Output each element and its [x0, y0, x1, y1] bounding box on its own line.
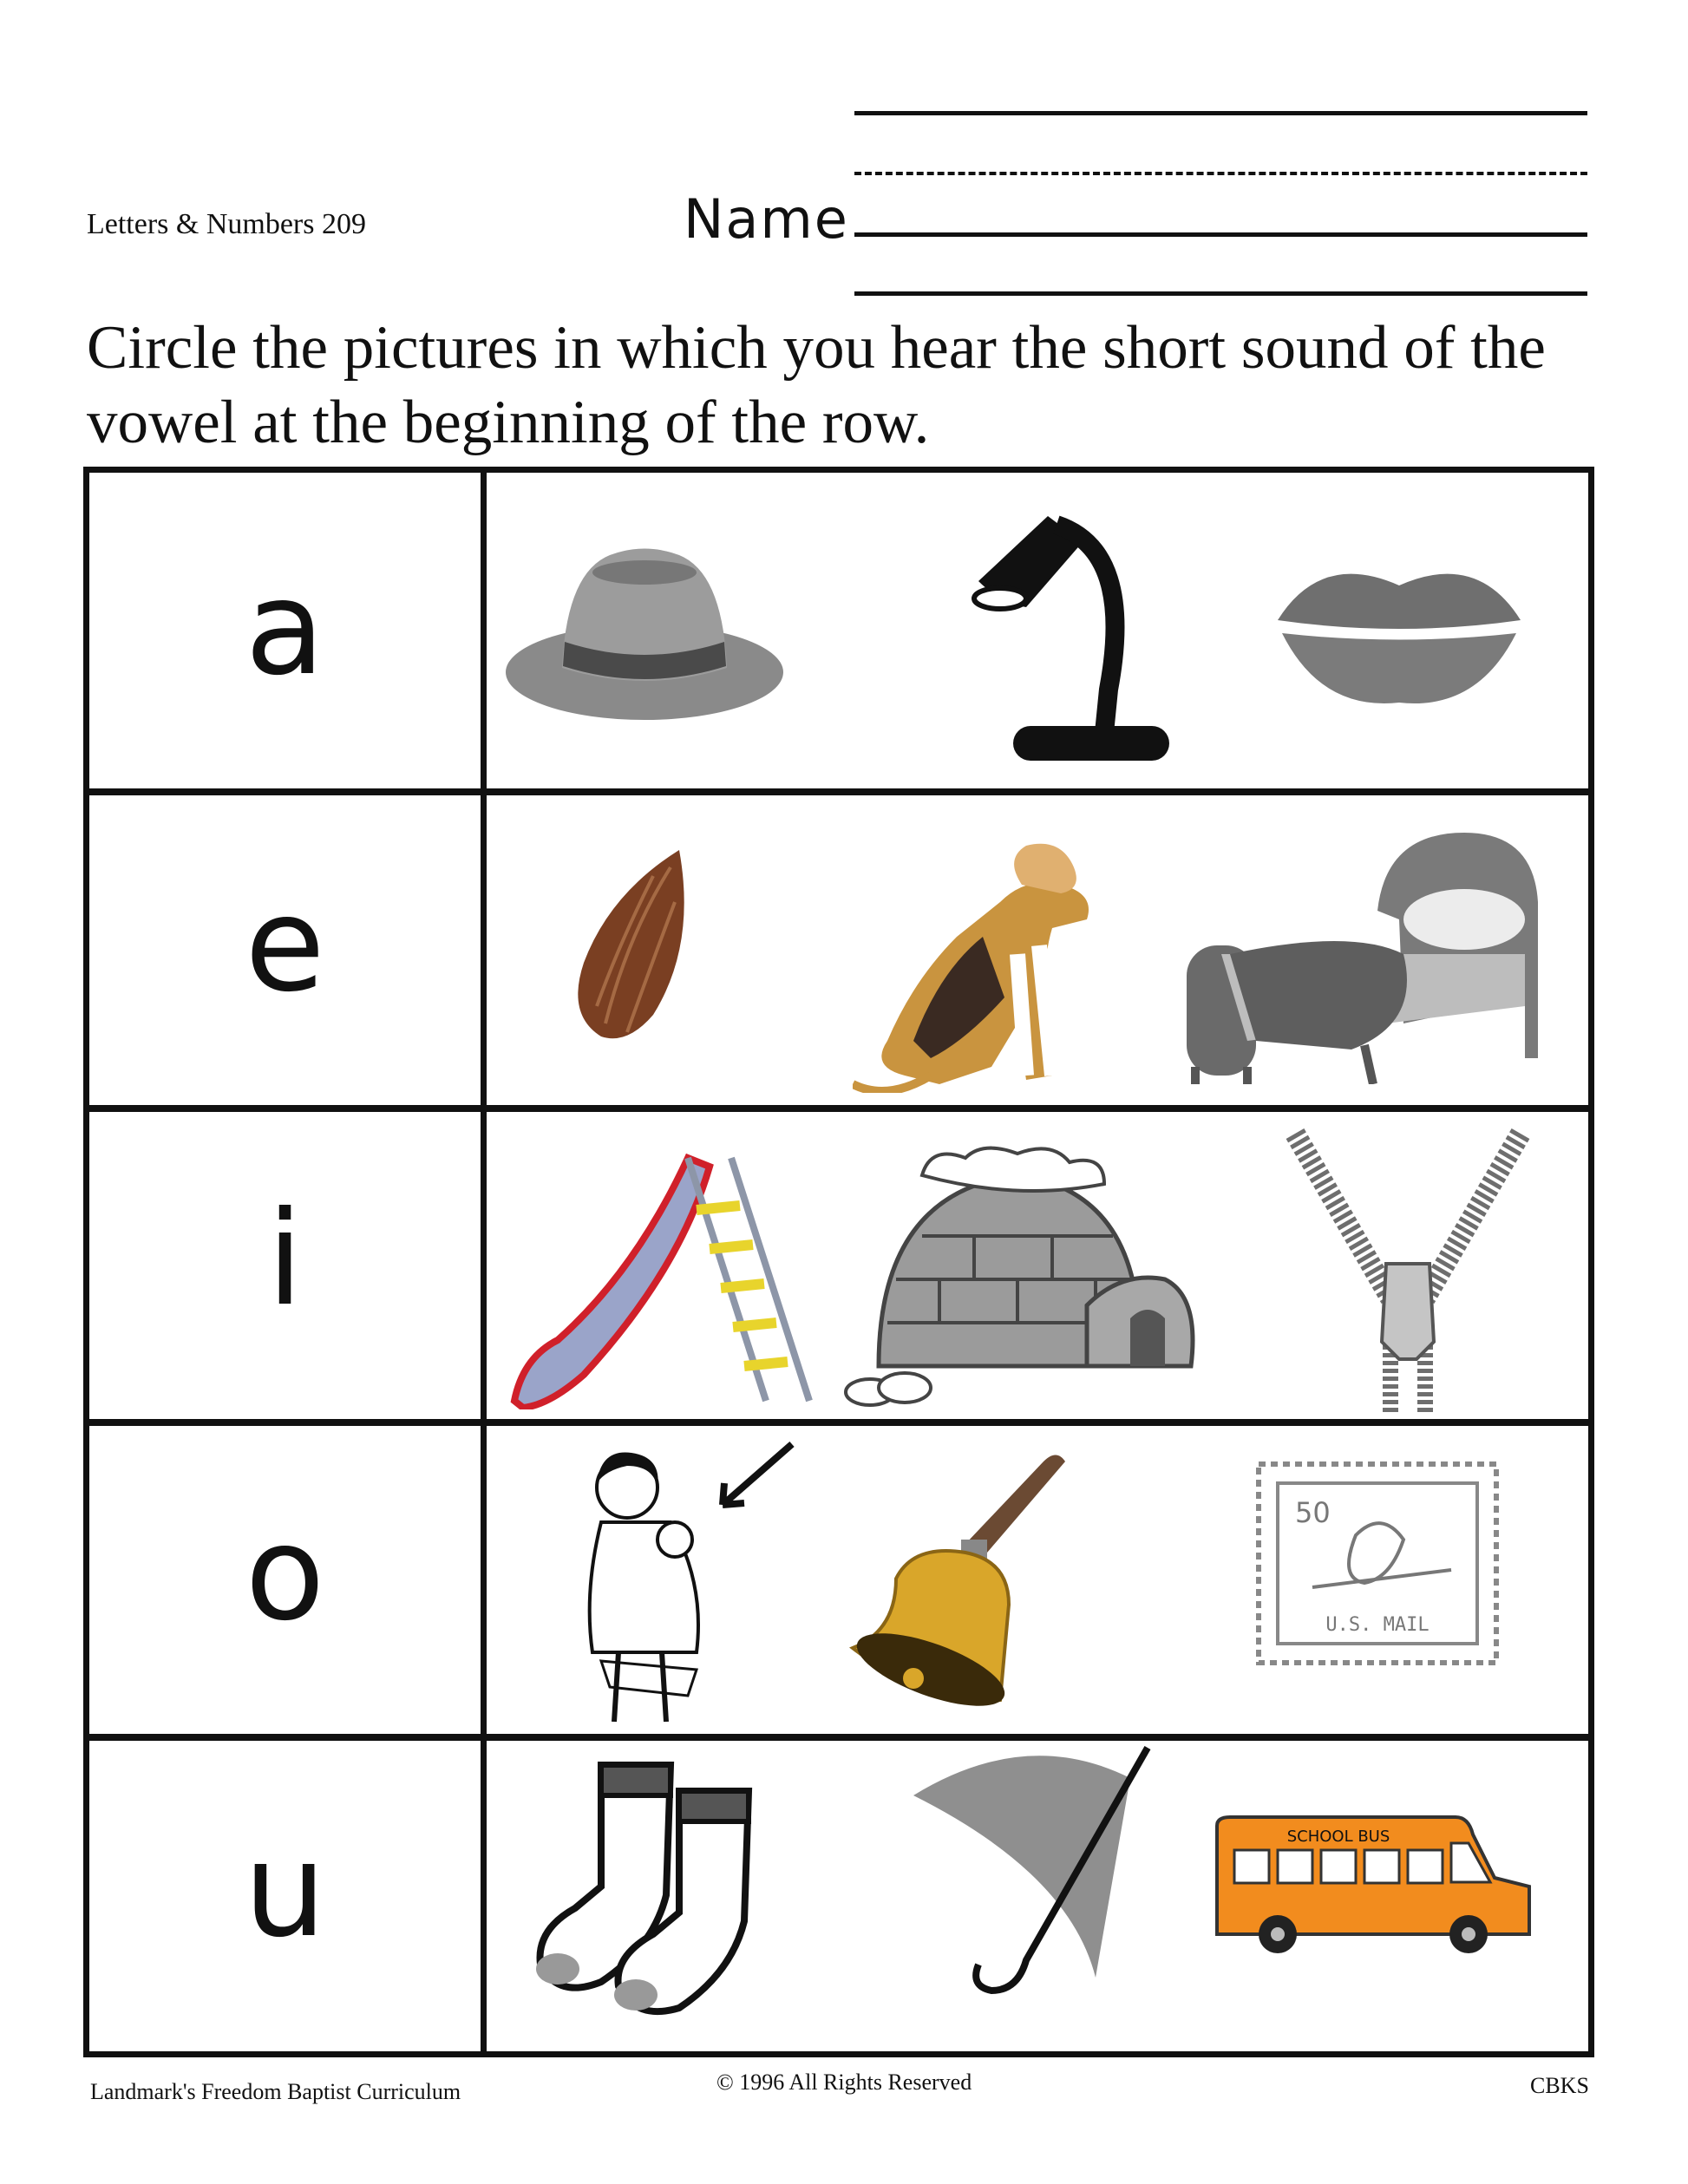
footer-copyright: © 1996 All Rights Reserved — [716, 2070, 972, 2095]
vowel-letter-o: o — [245, 1499, 325, 1650]
vowel-letter-a: a — [245, 553, 325, 704]
girl-with-doll-icon[interactable] — [566, 1435, 809, 1730]
course-label: Letters & Numbers 209 — [87, 208, 366, 240]
igloo-icon[interactable] — [844, 1141, 1226, 1409]
stamp-caption: U.S. MAIL — [1325, 1614, 1430, 1636]
zipper-icon[interactable] — [1278, 1125, 1538, 1420]
socks-icon[interactable] — [523, 1756, 809, 2017]
dog-icon[interactable] — [853, 824, 1104, 1093]
handwriting-mid-dashed-line — [854, 172, 1587, 175]
instructions: Circle the pictures in which you hear the short sound of the vowel at the beginning of the row. — [87, 314, 1546, 456]
umbrella-icon[interactable] — [896, 1743, 1156, 2021]
slide-icon[interactable] — [506, 1141, 818, 1409]
name-label: Name — [684, 187, 849, 251]
grid-row-divider — [89, 788, 1588, 795]
lamp-icon[interactable] — [952, 499, 1169, 768]
handwriting-bottom-line — [854, 291, 1587, 296]
bus-icon[interactable] — [1208, 1808, 1538, 1956]
vowel-grid — [83, 467, 1594, 2057]
lips-icon[interactable] — [1269, 542, 1529, 716]
bed-icon[interactable] — [1178, 824, 1547, 1084]
footer-curriculum: Landmark's Freedom Baptist Curriculum — [90, 2079, 461, 2104]
grid-row-divider — [89, 1734, 1588, 1741]
footer-code: CBKS — [1530, 2073, 1589, 2098]
stamp-icon[interactable] — [1252, 1457, 1503, 1670]
vowel-letter-i: i — [266, 1184, 304, 1335]
grid-row-divider — [89, 1419, 1588, 1426]
almond-icon[interactable] — [566, 841, 697, 1049]
bell-icon[interactable] — [844, 1448, 1070, 1709]
bus-caption: SCHOOL BUS — [1286, 1828, 1390, 1846]
grid-row-divider — [89, 1105, 1588, 1112]
vowel-letter-u: u — [243, 1815, 327, 1966]
name-writing-line[interactable] — [854, 232, 1587, 237]
grid-column-divider — [481, 473, 487, 2051]
hat-icon[interactable] — [497, 520, 792, 737]
stamp-value: 50 — [1295, 1496, 1331, 1529]
vowel-letter-e: e — [245, 870, 325, 1021]
handwriting-top-line — [854, 111, 1587, 115]
